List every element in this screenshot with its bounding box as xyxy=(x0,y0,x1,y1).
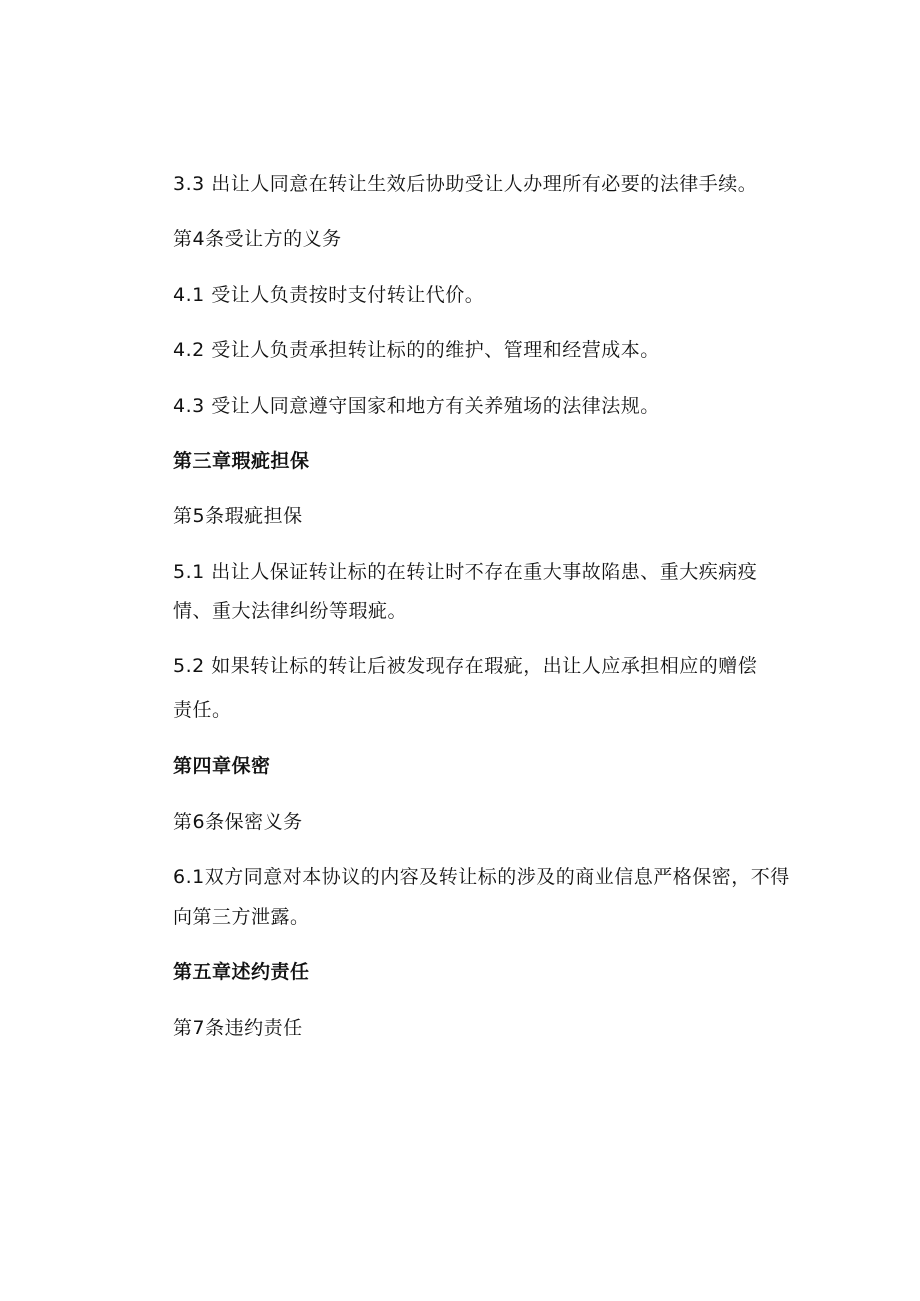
article-6-heading: 第6条保密义务 xyxy=(173,811,303,833)
clause-5-1-line-2: 情、重大法律纠纷等瑕疵。 xyxy=(173,600,408,622)
clause-6-1-line-1: 6.1双方同意对本协议的内容及转让标的涉及的商业信息严格保密，不得 xyxy=(173,866,790,888)
article-5-heading: 第5条瑕疵担保 xyxy=(173,505,303,527)
clause-5-1-line-1: 5.1 出让人保证转让标的在转让时不存在重大事故陷患、重大疾病疫 xyxy=(173,561,758,583)
chapter-4-heading: 第四章保密 xyxy=(173,755,271,777)
clause-4-3: 4.3 受让人同意遵守国家和地方有关养殖场的法律法规。 xyxy=(173,395,660,417)
chapter-3-heading: 第三章瑕疵担保 xyxy=(173,450,310,472)
clause-6-1-line-2: 向第三方泄露。 xyxy=(173,906,310,928)
article-7-heading: 第7条违约责任 xyxy=(173,1017,303,1039)
clause-4-1: 4.1 受让人负责按时支付转让代价。 xyxy=(173,284,485,306)
clause-5-2-line-2: 责任。 xyxy=(173,699,232,721)
clause-4-2: 4.2 受让人负责承担转让标的的维护、管理和经营成本。 xyxy=(173,339,660,361)
clause-3-3: 3.3 出让人同意在转让生效后协助受让人办理所有必要的法律手续。 xyxy=(173,173,758,195)
chapter-5-heading: 第五章述约责任 xyxy=(173,961,310,983)
clause-5-2-line-1: 5.2 如果转让标的转让后被发现存在瑕疵，出让人应承担相应的赠偿 xyxy=(173,655,758,677)
article-4-heading: 第4条受让方的义务 xyxy=(173,228,342,250)
